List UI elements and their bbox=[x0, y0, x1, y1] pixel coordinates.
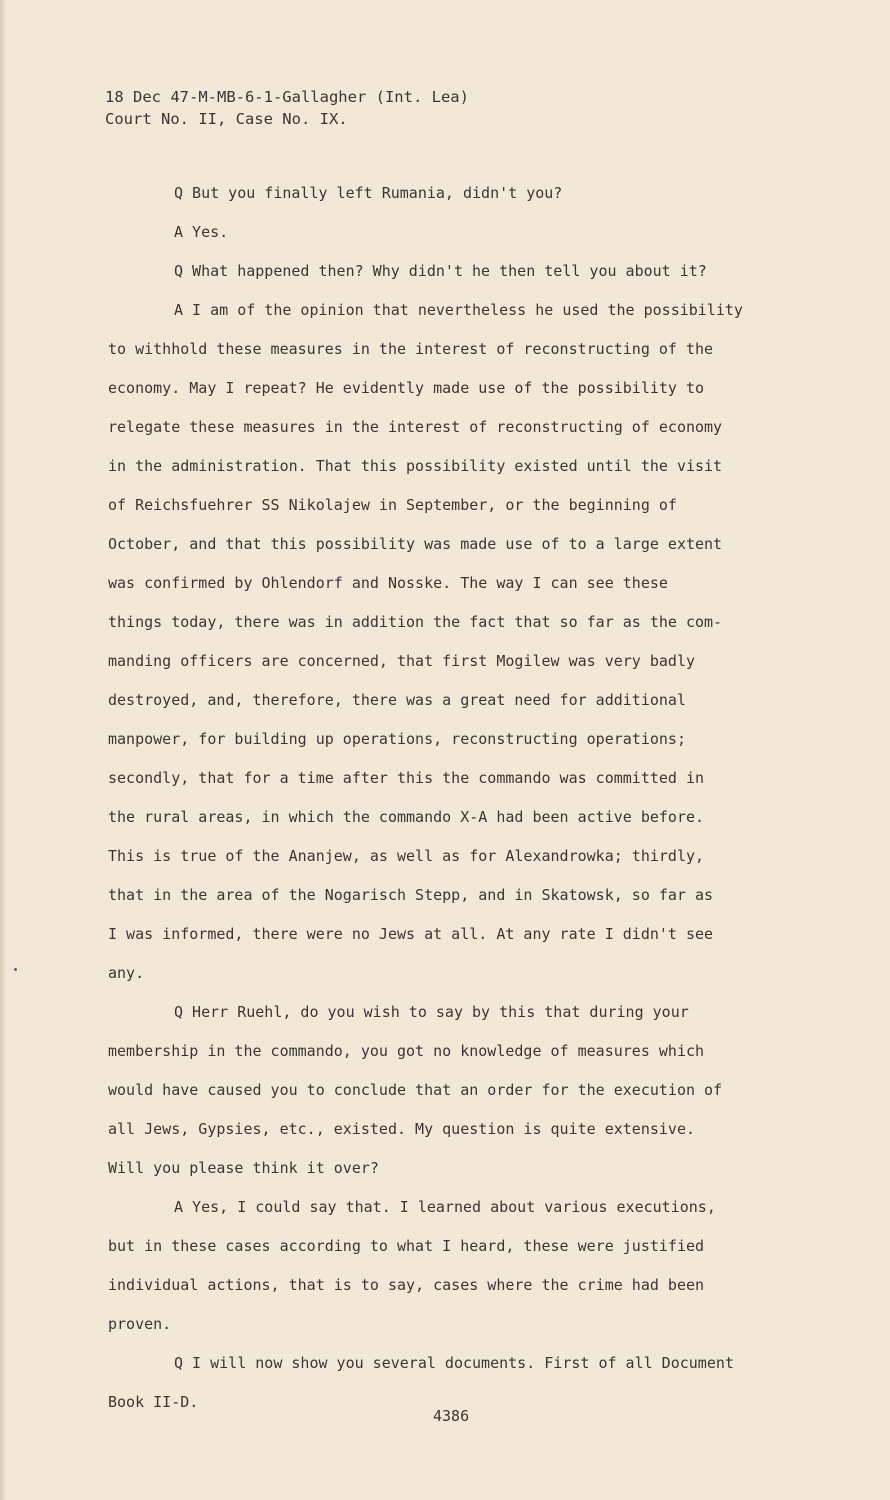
transcript-body bbox=[108, 178, 788, 1426]
answer-paragraph-executions bbox=[108, 1192, 788, 1348]
text-line: things today, there was in addition the fact that so far as the com- bbox=[108, 613, 723, 631]
text-line: individual actions, that is to say, cases where the crime had been bbox=[108, 1276, 705, 1294]
document-header bbox=[105, 86, 469, 130]
text-line: Will you please think it over? bbox=[108, 1159, 379, 1177]
stray-mark bbox=[14, 968, 17, 971]
text-line: manpower, for building up operations, reconstructing operations; bbox=[108, 730, 686, 748]
text-line: that in the area of the Nogarisch Stepp, and in Skatowsk, so far as bbox=[108, 886, 714, 904]
answer-paragraph-possibility bbox=[108, 295, 788, 997]
text-line: economy. May I repeat? He evidently made use of the possibility to bbox=[108, 379, 705, 397]
text-line: was confirmed by Ohlendorf and Nosske. The way I can see these bbox=[108, 574, 668, 592]
text-line: This is true of the Ananjew, as well as for Alexandrowka; thirdly, bbox=[108, 847, 705, 865]
question-left-rumania: Q But you finally left Rumania, didn't you? bbox=[174, 184, 563, 202]
text-line: the rural areas, in which the commando X-A had been active before. bbox=[108, 808, 705, 826]
text-line: destroyed, and, therefore, there was a great need for additional bbox=[108, 691, 686, 709]
text-line: manding officers are concerned, that first Mogilew was very badly bbox=[108, 652, 695, 670]
text-line: Q Herr Ruehl, do you wish to say by this that during your bbox=[174, 1003, 689, 1021]
text-line: all Jews, Gypsies, etc., existed. My question is quite extensive. bbox=[108, 1120, 695, 1138]
text-line: I was informed, there were no Jews at all. At any rate I didn't see bbox=[108, 925, 714, 943]
text-line: Book II-D. bbox=[108, 1393, 199, 1411]
text-line: membership in the commando, you got no knowledge of measures which bbox=[108, 1042, 705, 1060]
text-line: any. bbox=[108, 964, 145, 982]
text-line: A Yes, I could say that. I learned about various executions, bbox=[174, 1198, 716, 1216]
header-line-date-reference: 18 Dec 47-M-MB-6-1-Gallagher (Int. Lea) bbox=[105, 88, 469, 106]
text-line: to withhold these measures in the interest of reconstructing of the bbox=[108, 340, 714, 358]
header-line-court-case: Court No. II, Case No. IX. bbox=[105, 110, 348, 128]
text-line: Q I will now show you several documents. First of all Document bbox=[174, 1354, 734, 1372]
text-line: secondly, that for a time after this the commando was committed in bbox=[108, 769, 705, 787]
page-edge-shadow bbox=[0, 0, 6, 1500]
text-line: but in these cases according to what I heard, these were justified bbox=[108, 1237, 705, 1255]
page-number: 4386 bbox=[433, 1407, 470, 1425]
text-line: A I am of the opinion that nevertheless he used the possibility bbox=[174, 301, 743, 319]
text-line: of Reichsfuehrer SS Nikolajew in September, or the beginning of bbox=[108, 496, 677, 514]
text-line: in the administration. That this possibility existed until the visit bbox=[108, 457, 723, 475]
question-paragraph-ruehl bbox=[108, 997, 788, 1192]
text-line: relegate these measures in the interest of reconstructing of economy bbox=[108, 418, 723, 436]
question-what-happened: Q What happened then? Why didn't he then tell you about it? bbox=[174, 262, 707, 280]
answer-yes: A Yes. bbox=[174, 223, 229, 241]
text-line: proven. bbox=[108, 1315, 172, 1333]
text-line: would have caused you to conclude that an order for the execution of bbox=[108, 1081, 723, 1099]
text-line: October, and that this possibility was made use of to a large extent bbox=[108, 535, 723, 553]
